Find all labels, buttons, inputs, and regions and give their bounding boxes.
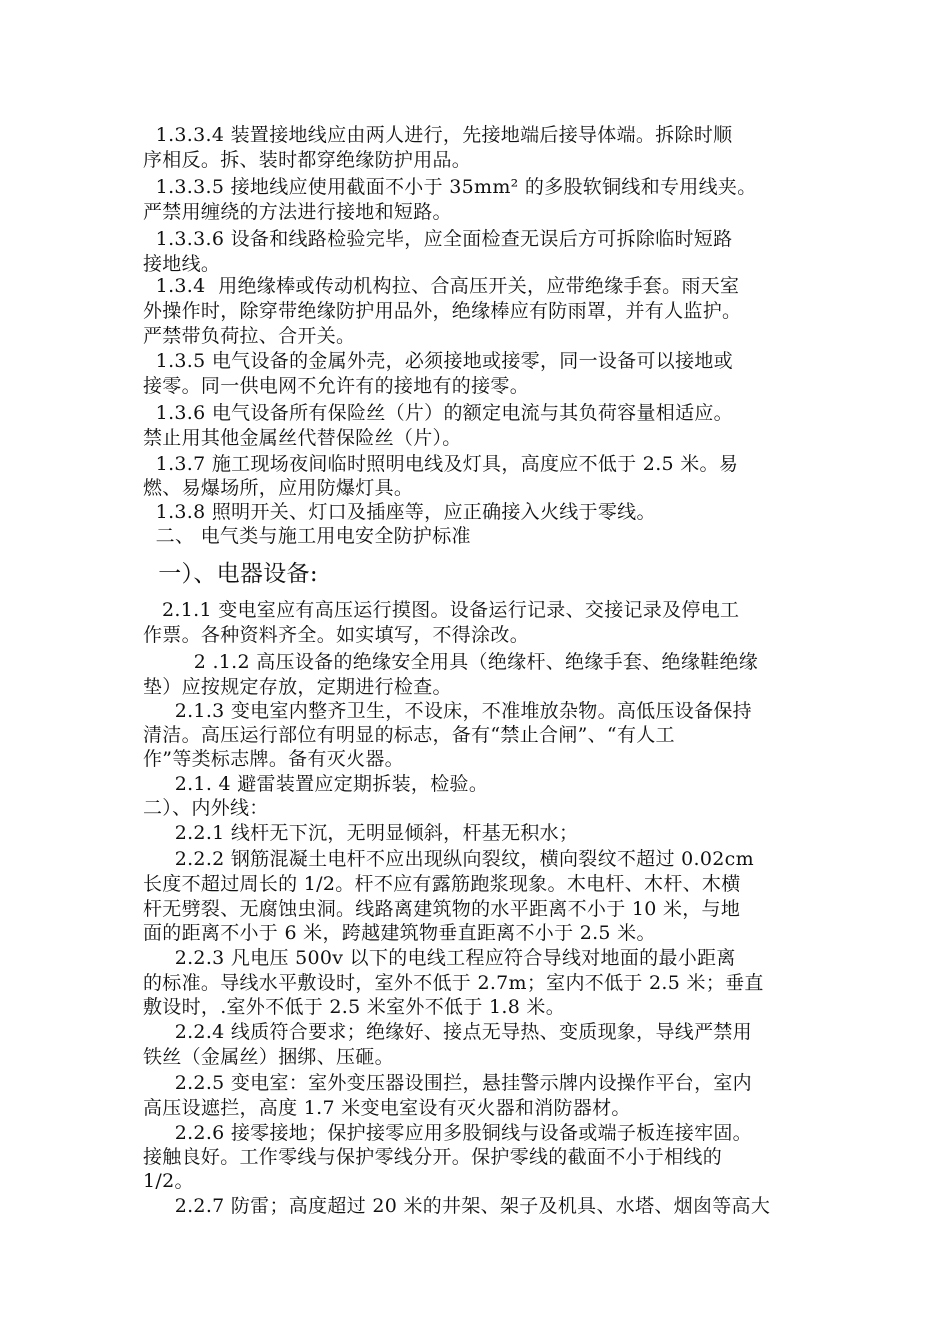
text-line: 2 .1.2 高压设备的绝缘安全用具（绝缘杆、绝缘手套、绝缘鞋绝缘 xyxy=(143,651,759,673)
text-line: 2.2.5 变电室：室外变压器设围拦，悬挂警示牌内设操作平台，室内 xyxy=(143,1072,752,1094)
text-line: 序相反。拆、装时都穿绝缘防护用品。 xyxy=(143,149,472,171)
text-line: 1.3.5 电气设备的金属外壳，必须接地或接零，同一设备可以接地或 xyxy=(143,350,733,372)
text-line: 1.3.4 用绝缘棒或传动机构拉、合高压开关，应带绝缘手套。雨天室 xyxy=(143,275,740,297)
text-line: 2.2.2 钢筋混凝土电杆不应出现纵向裂纹，横向裂纹不超过 0.02cm xyxy=(143,848,754,870)
text-line: 的标准。导线水平敷设时，室外不低于 2.7m；室内不低于 2.5 米；垂直 xyxy=(143,972,764,994)
text-line: 2.2.4 线质符合要求；绝缘好、接点无导热、变质现象，导线严禁用 xyxy=(143,1021,752,1043)
text-line: 1/2。 xyxy=(143,1170,194,1192)
text-line: 接触良好。工作零线与保护零线分开。保护零线的截面不小于相线的 xyxy=(143,1146,723,1168)
text-line: 垫）应按规定存放，定期进行检查。 xyxy=(143,676,452,698)
text-line: 外操作时，除穿带绝缘防护用品外，绝缘棒应有防雨罩，并有人监护。 xyxy=(143,300,742,322)
text-line: 2.2.3 凡电压 500v 以下的电线工程应符合导线对地面的最小距离 xyxy=(143,947,736,969)
text-line: 1.3.6 电气设备所有保险丝（片）的额定电流与其负荷容量相适应。 xyxy=(143,402,733,424)
text-line: 燃、易爆场所，应用防爆灯具。 xyxy=(143,477,414,499)
text-line: 1.3.8 照明开关、灯口及插座等，应正确接入火线于零线。 xyxy=(143,501,656,523)
subsection-heading: 一）、电器设备: xyxy=(143,561,318,587)
text-line: 2.2.7 防雷；高度超过 20 米的井架、架子及机具、水塔、烟囱等高大 xyxy=(143,1195,771,1217)
text-line: 1.3.3.6 设备和线路检验完毕，应全面检查无误后方可拆除临时短路 xyxy=(143,228,733,250)
text-line: 1.3.3.5 接地线应使用截面不小于 35mm² 的多股软铜线和专用线夹。 xyxy=(143,176,757,198)
text-line: 面的距离不小于 6 米，跨越建筑物垂直距离不小于 2.5 米。 xyxy=(143,922,656,944)
text-line: 1.3.7 施工现场夜间临时照明电线及灯具，高度应不低于 2.5 米。易 xyxy=(143,453,739,475)
text-line: 1.3.3.4 装置接地线应由两人进行，先接地端后接导体端。拆除时顺 xyxy=(143,124,733,146)
text-line: 作”等类标志牌。备有灭火器。 xyxy=(143,748,404,770)
text-line: 作票。各种资料齐全。如实填写，不得涂改。 xyxy=(143,624,530,646)
text-line: 2.2.1 线杆无下沉，无明显倾斜，杆基无积水； xyxy=(143,822,579,844)
text-line: 2.1.3 变电室内整齐卫生，不设床，不准堆放杂物。高低压设备保持 xyxy=(143,700,752,722)
text-line: 清洁。高压运行部位有明显的标志，备有“禁止合闸”、“有人工 xyxy=(143,724,675,746)
text-line: 铁丝（金属丝）捆绑、压砸。 xyxy=(143,1046,394,1068)
text-line: 接零。同一供电网不允许有的接地有的接零。 xyxy=(143,375,530,397)
text-line: 严禁用缠绕的方法进行接地和短路。 xyxy=(143,201,452,223)
text-line: 2.1.1 变电室应有高压运行摸图。设备运行记录、交接记录及停电工 xyxy=(143,599,740,621)
section-heading: 二、 电气类与施工用电安全防护标准 xyxy=(143,525,471,547)
subsection-heading: 二）、内外线： xyxy=(143,797,269,819)
text-line: 接地线。 xyxy=(143,253,221,275)
text-line: 高压设遮拦，高度 1.7 米变电室设有灭火器和消防器材。 xyxy=(143,1097,631,1119)
text-line: 2.1. 4 避雷装置应定期拆装，检验。 xyxy=(143,773,489,795)
text-line: 严禁带负荷拉、合开关。 xyxy=(143,325,356,347)
text-line: 2.2.6 接零接地；保护接零应用多股铜线与设备或端子板连接牢固。 xyxy=(143,1122,752,1144)
text-line: 杆无劈裂、无腐蚀虫洞。线路离建筑物的水平距离不小于 10 米，与地 xyxy=(143,898,741,920)
text-line: 禁止用其他金属丝代替保险丝（片）。 xyxy=(143,427,462,449)
text-line: 敷设时，.室外不低于 2.5 米室外不低于 1.8 米。 xyxy=(143,996,566,1018)
text-line: 长度不超过周长的 1/2。杆不应有露筋跑浆现象。木电杆、木杆、木横 xyxy=(143,873,741,895)
